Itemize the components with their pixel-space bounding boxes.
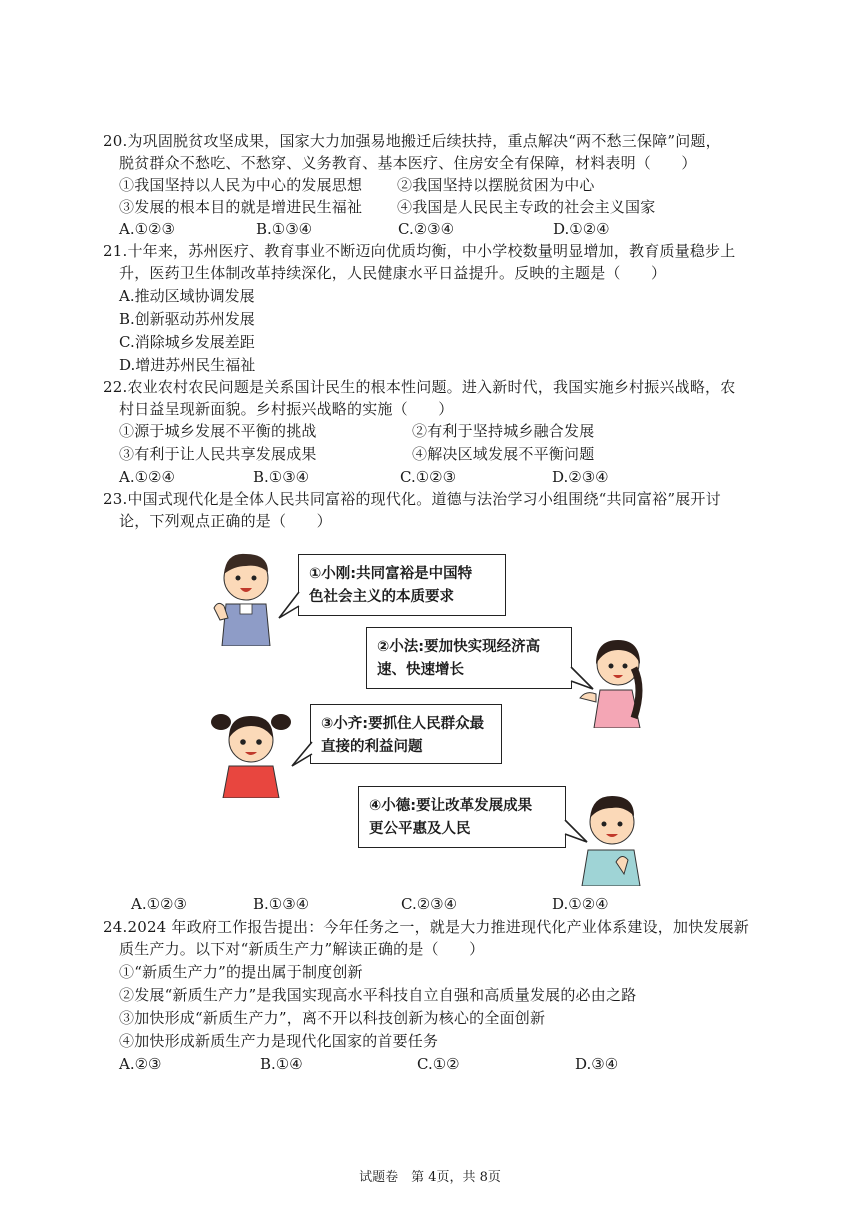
option-a[interactable]: A.①②③ bbox=[119, 220, 175, 238]
statement-item: ③加快形成“新质生产力”，离不开以科技创新为核心的全面创新 bbox=[119, 1009, 546, 1027]
question-stem: 论，下列观点正确的是（ ） bbox=[119, 512, 332, 530]
option-d[interactable]: D.③④ bbox=[575, 1055, 619, 1073]
question-stem: 20.为巩固脱贫攻坚成果，国家大力加强易地搬迁后续扶持，重点解决“两不愁三保障”问题， bbox=[103, 132, 721, 150]
statement-item: ①我国坚持以人民为中心的发展思想 bbox=[119, 176, 363, 194]
option-a[interactable]: A.①②④ bbox=[119, 468, 175, 486]
bubble-text: 更公平惠及人民 bbox=[369, 821, 471, 837]
speech-bubble-3 bbox=[310, 704, 502, 764]
statement-item: ②我国坚持以摆脱贫困为中心 bbox=[397, 176, 595, 194]
boy-xiaogang-illustration bbox=[212, 546, 280, 646]
bubble-tail bbox=[278, 590, 300, 620]
statement-item: ④加快形成新质生产力是现代化国家的首要任务 bbox=[119, 1032, 439, 1050]
option-b[interactable]: B.①③④ bbox=[253, 895, 310, 913]
bubble-text: 速、快速增长 bbox=[377, 662, 464, 678]
option-c[interactable]: C.②③④ bbox=[398, 220, 455, 238]
option-d[interactable]: D.②③④ bbox=[552, 468, 609, 486]
bubble-text: 直接的利益问题 bbox=[321, 739, 423, 755]
girl-xiaoqi-illustration bbox=[205, 700, 297, 798]
question-stem: 村日益呈现新面貌。乡村振兴战略的实施（ ） bbox=[119, 400, 454, 418]
speech-bubble-4 bbox=[358, 786, 566, 848]
statement-item: ③发展的根本目的就是增进民生福祉 bbox=[119, 198, 363, 216]
statement-item: ④我国是人民民主专政的社会主义国家 bbox=[397, 198, 656, 216]
option-b[interactable]: B.①③④ bbox=[256, 220, 313, 238]
option-a[interactable]: A.②③ bbox=[119, 1055, 162, 1073]
speech-bubble-1 bbox=[298, 554, 506, 616]
statement-item: ②发展“新质生产力”是我国实现高水平科技自立自强和高质量发展的必由之路 bbox=[119, 986, 637, 1004]
bubble-text: 色社会主义的本质要求 bbox=[309, 589, 454, 605]
option-c[interactable]: C.②③④ bbox=[401, 895, 458, 913]
bubble-text: ③小齐:要抓住人民群众最 bbox=[321, 716, 485, 732]
bubble-text: ①小刚:共同富裕是中国特 bbox=[309, 566, 473, 582]
option-d[interactable]: D.增进苏州民生福祉 bbox=[119, 356, 256, 374]
option-c[interactable]: C.①②③ bbox=[400, 468, 457, 486]
question-stem: 脱贫群众不愁吃、不愁穿、义务教育、基本医疗、住房安全有保障，材料表明（ ） bbox=[119, 154, 697, 172]
option-c[interactable]: C.消除城乡发展差距 bbox=[119, 333, 255, 351]
question-stem: 22.农业农村农民问题是关系国计民生的根本性问题。进入新时代，我国实施乡村振兴战略，农 bbox=[103, 378, 736, 396]
question-stem: 质生产力。以下对“新质生产力”解读正确的是（ ） bbox=[119, 940, 485, 958]
question-stem: 21.十年来，苏州医疗、教育事业不断迈向优质均衡，中小学校数量明显增加，教育质量稳步上 bbox=[103, 242, 736, 260]
statement-item: ③有利于让人民共享发展成果 bbox=[119, 445, 317, 463]
boy-xiaode-illustration bbox=[572, 782, 650, 886]
option-c[interactable]: C.①② bbox=[417, 1055, 460, 1073]
option-b[interactable]: B.①④ bbox=[260, 1055, 303, 1073]
option-a[interactable]: A.推动区域协调发展 bbox=[119, 287, 255, 305]
statement-item: ①源于城乡发展不平衡的挑战 bbox=[119, 422, 317, 440]
option-b[interactable]: B.①③④ bbox=[253, 468, 310, 486]
statement-item: ①“新质生产力”的提出属于制度创新 bbox=[119, 963, 363, 981]
option-b[interactable]: B.创新驱动苏州发展 bbox=[119, 310, 255, 328]
page-footer: 试题卷 第 4页，共 8页 bbox=[359, 1170, 501, 1185]
question-stem: 升，医药卫生体制改革持续深化，人民健康水平日益提升。反映的主题是（ ） bbox=[119, 264, 667, 282]
girl-xiaofa-illustration bbox=[578, 628, 650, 728]
question-stem: 24.2024 年政府工作报告提出：今年任务之一，就是大力推进现代化产业体系建设，加快发展新 bbox=[103, 918, 750, 936]
bubble-text: ②小法:要加快实现经济高 bbox=[377, 639, 541, 655]
speech-bubble-2 bbox=[366, 627, 572, 689]
option-d[interactable]: D.①②④ bbox=[552, 895, 609, 913]
question-stem: 23.中国式现代化是全体人民共同富裕的现代化。道德与法治学习小组围绕“共同富裕”展开讨 bbox=[103, 490, 721, 508]
bubble-tail bbox=[291, 740, 313, 768]
bubble-text: ④小德:要让改革发展成果 bbox=[369, 798, 533, 814]
option-d[interactable]: D.①②④ bbox=[553, 220, 610, 238]
option-a[interactable]: A.①②③ bbox=[131, 895, 187, 913]
statement-item: ②有利于坚持城乡融合发展 bbox=[412, 422, 595, 440]
statement-item: ④解决区域发展不平衡问题 bbox=[412, 445, 595, 463]
